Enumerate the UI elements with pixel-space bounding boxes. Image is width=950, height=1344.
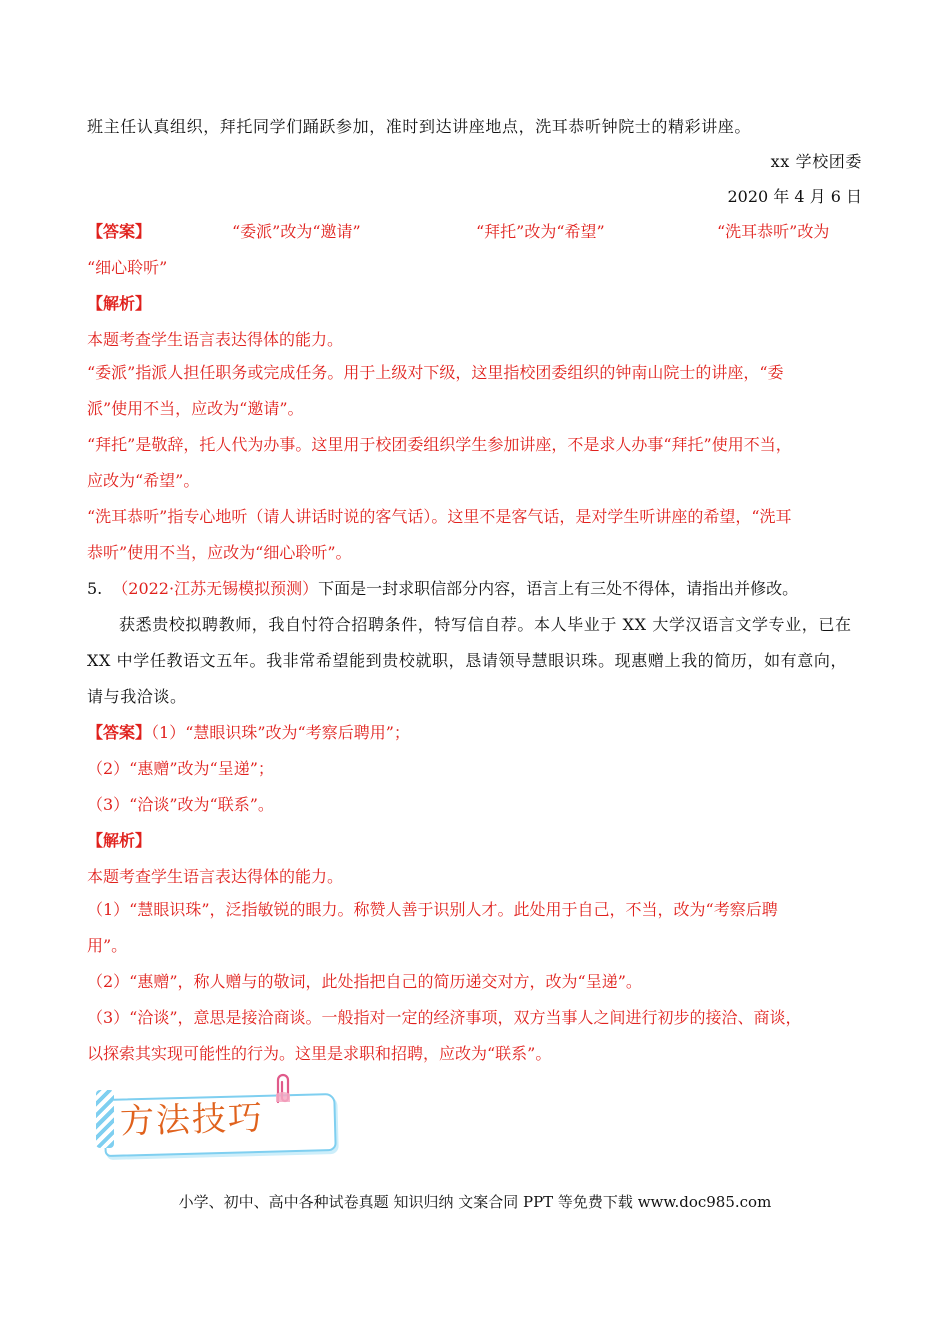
analysis-text: （1）“慧眼识珠”，泛指敏锐的眼力。称赞人善于识别人才。此处用于自己，不当，改为“考察后聘	[87, 900, 778, 919]
analysis-text: “拜托”是敬辞，托人代为办事。这里用于校团委组织学生参加讲座，不是求人办事“拜托”使用不当，	[87, 435, 792, 454]
analysis-text: 恭听”使用不当，应改为“细心聆听”。	[87, 543, 352, 562]
question-text: 下面是一封求职信部分内容，语言上有三处不得体，请指出并修改。	[318, 579, 799, 598]
answer-item: “拜托”改为“希望”	[476, 222, 605, 241]
banner-title: 方法技巧	[119, 1098, 265, 1142]
analysis-intro: 本题考查学生语言表达得体的能力。	[87, 330, 344, 349]
analysis-text: 应改为“希望”。	[87, 471, 200, 490]
analysis-text: 派”使用不当，应改为“邀请”。	[87, 399, 304, 418]
answer-tag: 【答案】	[87, 723, 152, 742]
answer-item: （1）“慧眼识珠”改为“考察后聘用”；	[151, 723, 410, 742]
question-number: 5.	[87, 579, 103, 598]
banner-edge	[96, 1090, 114, 1148]
answer-item: “委派”改为“邀请”	[232, 222, 361, 241]
analysis-intro: 本题考查学生语言表达得体的能力。	[87, 867, 344, 886]
analysis-text: 以探索其实现可能性的行为。这里是求职和招聘，应改为“联系”。	[87, 1044, 552, 1063]
question-5	[87, 578, 798, 600]
analysis-text: “洗耳恭听”指专心地听（请人讲话时说的客气话）。这里不是客气话，是对学生听讲座的希望，“洗耳	[87, 507, 792, 526]
letter-signature: xx 学校团委	[770, 152, 862, 171]
letter-line: 获悉贵校拟聘教师，我自忖符合招聘条件，特写信自荐。本人毕业于 XX 大学汉语言文学专业，已在	[119, 615, 852, 634]
answer-item: “细心聆听”	[87, 258, 168, 277]
answer-item: （2）“惠赠”改为“呈递”；	[87, 759, 274, 778]
analysis-text: （2）“惠赠”，称人赠与的敬词，此处指把自己的简历递交对方，改为“呈递”。	[87, 972, 642, 991]
paperclip-icon	[270, 1072, 296, 1106]
letter-closing-line: 班主任认真组织，拜托同学们踊跃参加，准时到达讲座地点，洗耳恭听钟院士的精彩讲座。	[87, 117, 752, 136]
question-source: （2022·江苏无锡模拟预测）	[112, 579, 319, 598]
method-tips-banner	[100, 1090, 336, 1154]
analysis-tag: 【解析】	[87, 294, 152, 313]
analysis-text: 用”。	[87, 936, 128, 955]
answer-item: （3）“洽谈”改为“联系”。	[87, 795, 274, 814]
answer-item: “洗耳恭听”改为	[717, 222, 830, 241]
analysis-text: “委派”指派人担任职务或完成任务。用于上级对下级，这里指校团委组织的钟南山院士的讲座，“委	[87, 363, 784, 382]
answer-line	[87, 722, 410, 744]
letter-line: 请与我洽谈。	[87, 687, 187, 706]
letter-date: 2020 年 4 月 6 日	[727, 187, 862, 206]
analysis-text: （3）“洽谈”，意思是接洽商谈。一般指对一定的经济事项，双方当事人之间进行初步的接洽、商谈，	[87, 1008, 802, 1027]
analysis-tag: 【解析】	[87, 831, 152, 850]
letter-line: XX 中学任教语文五年。我非常希望能到贵校就职，恳请领导慧眼识珠。现惠赠上我的简历，如有意向，	[87, 651, 848, 670]
answer-tag: 【答案】	[87, 222, 152, 241]
page-footer: 小学、初中、高中各种试卷真题 知识归纳 文案合同 PPT 等免费下载 www.doc985.com	[178, 1193, 772, 1211]
